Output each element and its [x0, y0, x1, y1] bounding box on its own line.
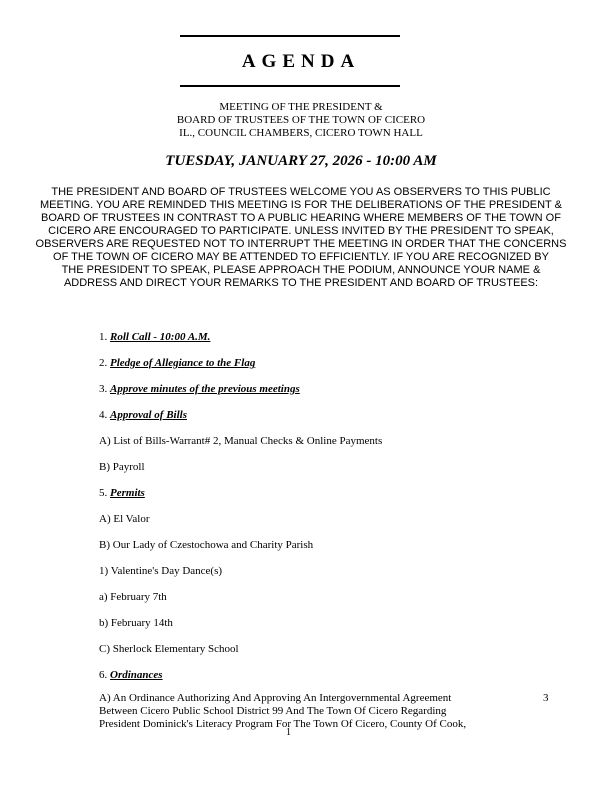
item-number: 4. — [99, 409, 108, 421]
agenda-subitem: B) Our Lady of Czestochowa and Charity Parish — [99, 539, 314, 551]
meeting-date: TUESDAY, JANUARY 27, 2026 - 10:00 AM — [165, 153, 437, 169]
agenda-item-bills — [99, 409, 187, 421]
item-number: 5. — [99, 487, 108, 499]
meeting-heading — [0, 101, 602, 140]
ordinance-line: Between Cicero Public School District 99 And The Town Of Cicero Regarding — [99, 705, 447, 717]
agenda-item-minutes — [99, 383, 300, 395]
welcome-line: OBSERVERS ARE REQUESTED NOT TO INTERRUPT THE MEETING IN ORDER THAT THE CONCERNS — [35, 238, 567, 250]
meeting-line: IL., COUNCIL CHAMBERS, CICERO TOWN HALL — [179, 127, 423, 139]
welcome-line: OF THE TOWN OF CICERO MAY BE ATTENDED TO EFFICIENTLY. IF YOU ARE RECOGNIZED BY — [53, 251, 549, 263]
agenda-subitem: A) List of Bills-Warrant# 2, Manual Checks & Online Payments — [99, 435, 383, 447]
agenda-subitem: C) Sherlock Elementary School — [99, 643, 239, 655]
agenda-item-roll-call — [99, 331, 210, 343]
agenda-subitem: 1) Valentine's Day Dance(s) — [99, 565, 223, 577]
item-heading: Approve minutes of the previous meetings — [110, 383, 300, 395]
item-heading: Ordinances — [110, 669, 163, 681]
welcome-line: ADDRESS AND DIRECT YOUR REMARKS TO THE PRESIDENT AND BOARD OF TRUSTEES: — [63, 277, 539, 289]
welcome-line: THE PRESIDENT TO SPEAK, PLEASE APPROACH THE PODIUM, ANNOUNCE YOUR NAME & — [61, 264, 541, 276]
agenda-item-permits — [99, 487, 145, 499]
agenda-subitem: A) El Valor — [99, 513, 150, 525]
welcome-line: BOARD OF TRUSTEES IN CONTRAST TO A PUBLIC HEARING WHERE MEMBERS OF THE TOWN OF — [41, 212, 561, 224]
ordinance-a-text — [99, 692, 466, 731]
agenda-item-ordinances — [99, 669, 163, 681]
item-heading: Pledge of Allegiance to the Flag — [110, 357, 256, 369]
ordinance-page-reference: 3 — [543, 692, 549, 704]
item-heading: Approval of Bills — [110, 409, 188, 421]
top-rule — [180, 35, 400, 37]
meeting-line: MEETING OF THE PRESIDENT & — [219, 101, 383, 113]
welcome-statement — [18, 186, 584, 290]
agenda-subitem: B) Payroll — [99, 461, 145, 473]
welcome-line: THE PRESIDENT AND BOARD OF TRUSTEES WELCOME YOU AS OBSERVERS TO THIS PUBLIC — [51, 186, 551, 198]
ordinance-line: A) An Ordinance Authorizing And Approving An Intergovernmental Agreement — [99, 692, 452, 704]
meeting-line: BOARD OF TRUSTEES OF THE TOWN OF CICERO — [176, 114, 426, 126]
agenda-item-pledge — [99, 357, 255, 369]
item-number: 2. — [99, 357, 108, 369]
item-heading: Permits — [110, 487, 145, 499]
item-number: 3. — [99, 383, 108, 395]
page-number: 1 — [286, 727, 291, 738]
item-number: 6. — [99, 669, 108, 681]
ordinance-line: President Dominick's Literacy Program For The Town Of Cicero, County Of Cook, — [99, 718, 467, 730]
welcome-line: MEETING. YOU ARE REMINDED THIS MEETING IS FOR THE DELIBERATIONS OF THE PRESIDENT & — [40, 199, 562, 211]
agenda-subitem: a) February 7th — [99, 591, 167, 603]
agenda-subitem: b) February 14th — [99, 617, 173, 629]
welcome-line: CICERO ARE ENCOURAGED TO PARTICIPATE. UNLESS INVITED BY THE PRESIDENT TO SPEAK, — [48, 225, 554, 237]
page-title: AGENDA — [241, 51, 361, 72]
item-heading: Roll Call - 10:00 A.M. — [110, 331, 211, 343]
item-number: 1. — [99, 331, 108, 343]
title-underline-rule — [180, 85, 400, 87]
